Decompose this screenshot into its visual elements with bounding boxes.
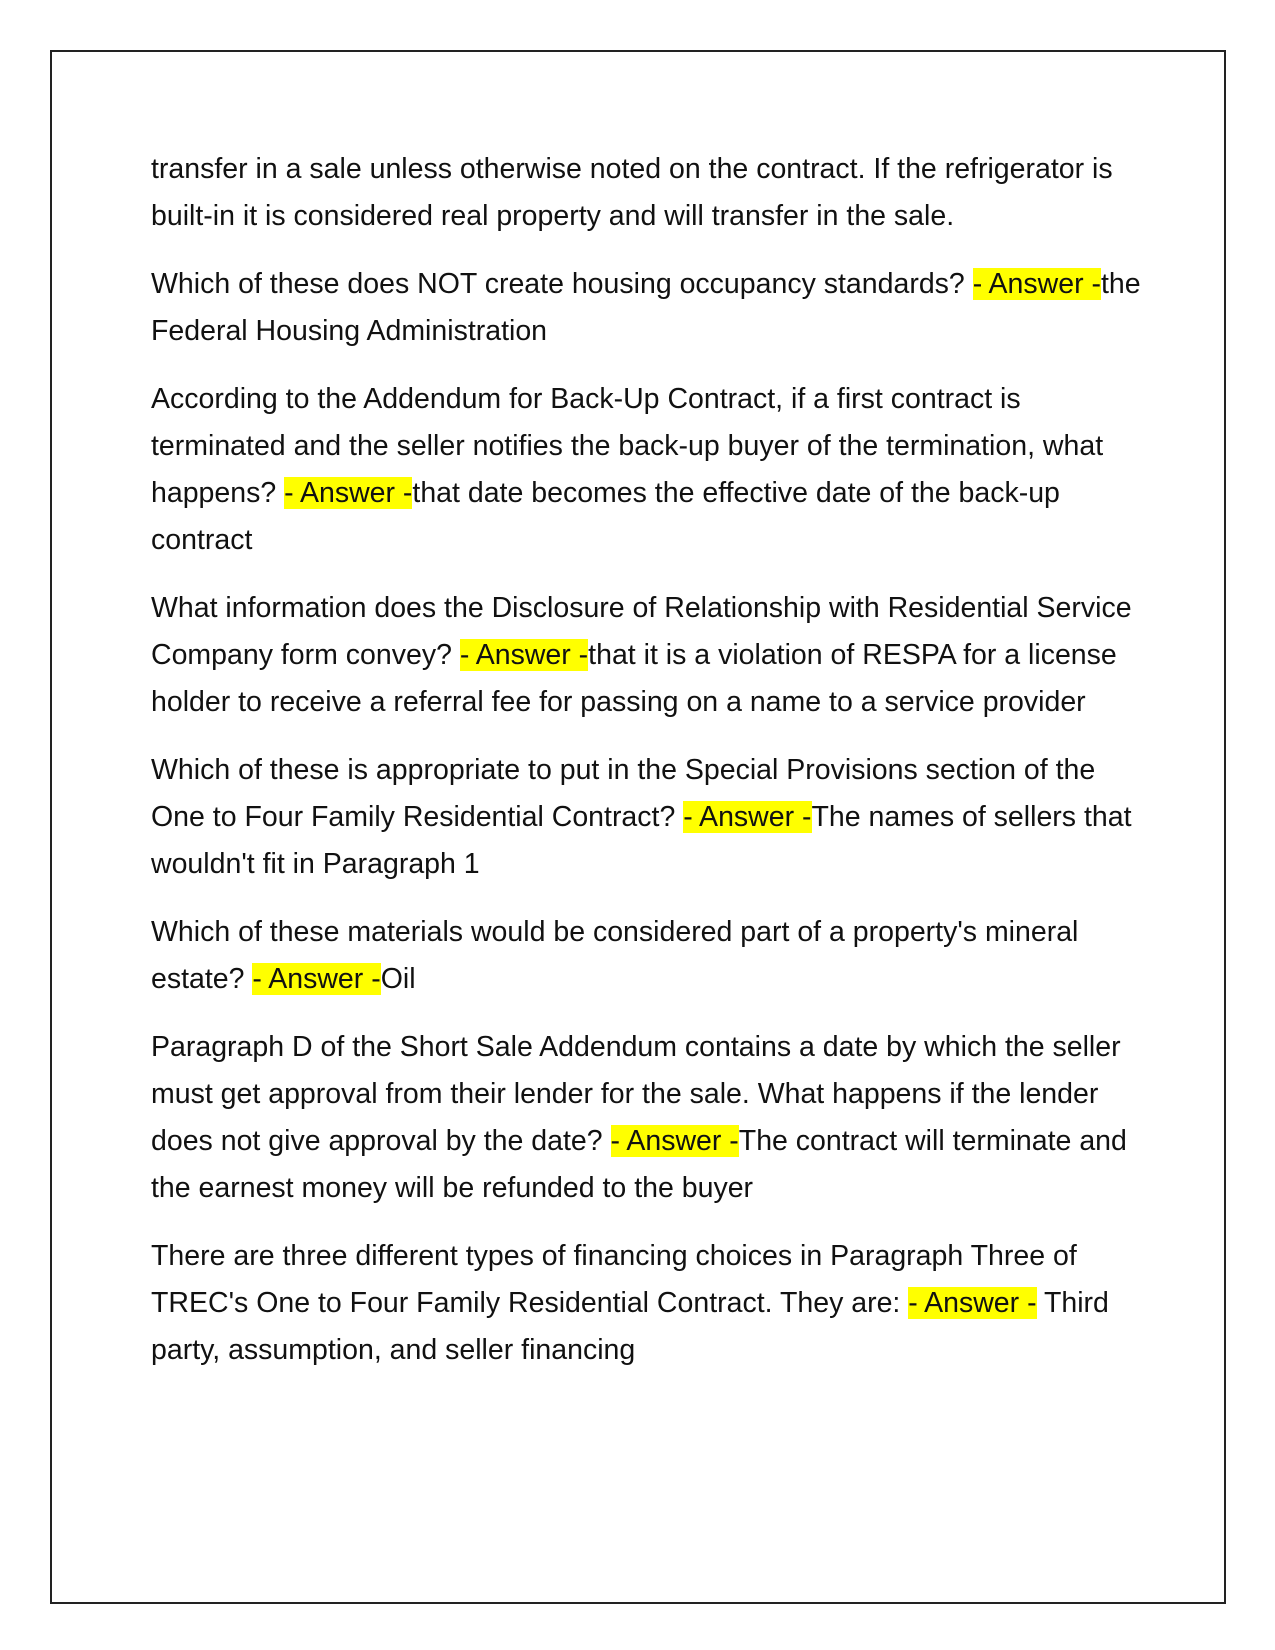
qa-item <box>151 585 1141 726</box>
document-body <box>151 146 1141 1395</box>
qa-item <box>151 261 1141 355</box>
question-text: There are three different types of financing choices in Paragraph Three of TREC's One to Four Family Residential Contract. They are: <box>151 1240 1077 1319</box>
answer-text: Third party, assumption, and seller financing <box>151 1287 1109 1366</box>
answer-text: that it is a violation of RESPA for a license holder to receive a referral fee for passing on a name to a service provider <box>151 639 1117 718</box>
answer-marker: - Answer - <box>610 1125 739 1157</box>
answer-marker: - Answer - <box>252 963 381 995</box>
question-text: What information does the Disclosure of Relationship with Residential Service Company form convey? <box>151 592 1132 671</box>
answer-text: The names of sellers that wouldn't fit in Paragraph 1 <box>151 801 1132 880</box>
answer-marker: - Answer - <box>284 477 413 509</box>
question-text: Paragraph D of the Short Sale Addendum contains a date by which the seller must get approval from their lender for the sale. What happens if the lender does not give approval by the date? <box>151 1031 1121 1157</box>
qa-item <box>151 909 1141 1003</box>
answer-text: Oil <box>380 963 416 995</box>
qa-item <box>151 1233 1141 1374</box>
qa-item <box>151 1024 1141 1212</box>
paragraph-continuation <box>151 146 1141 240</box>
answer-text: that date becomes the effective date of the back-up contract <box>151 477 1060 556</box>
question-text: Which of these does NOT create housing occupancy standards? <box>151 268 973 300</box>
question-text: transfer in a sale unless otherwise noted on the contract. If the refrigerator is built-in it is considered real property and will transfer in the sale. <box>151 153 1113 232</box>
question-text: Which of these materials would be considered part of a property's mineral estate? <box>151 916 1079 995</box>
qa-item <box>151 376 1141 564</box>
qa-item <box>151 747 1141 888</box>
answer-text: the Federal Housing Administration <box>151 268 1141 347</box>
answer-marker: - Answer - <box>908 1287 1037 1319</box>
question-text: According to the Addendum for Back-Up Contract, if a first contract is terminated and the seller notifies the back-up buyer of the termination, what happens? <box>151 383 1104 509</box>
answer-marker: - Answer - <box>459 639 589 671</box>
answer-marker: - Answer - <box>972 268 1101 300</box>
answer-marker: - Answer - <box>683 801 812 833</box>
answer-text: The contract will terminate and the earnest money will be refunded to the buyer <box>151 1125 1127 1204</box>
question-text: Which of these is appropriate to put in the Special Provisions section of the One to Four Family Residential Contract? <box>151 754 1096 833</box>
